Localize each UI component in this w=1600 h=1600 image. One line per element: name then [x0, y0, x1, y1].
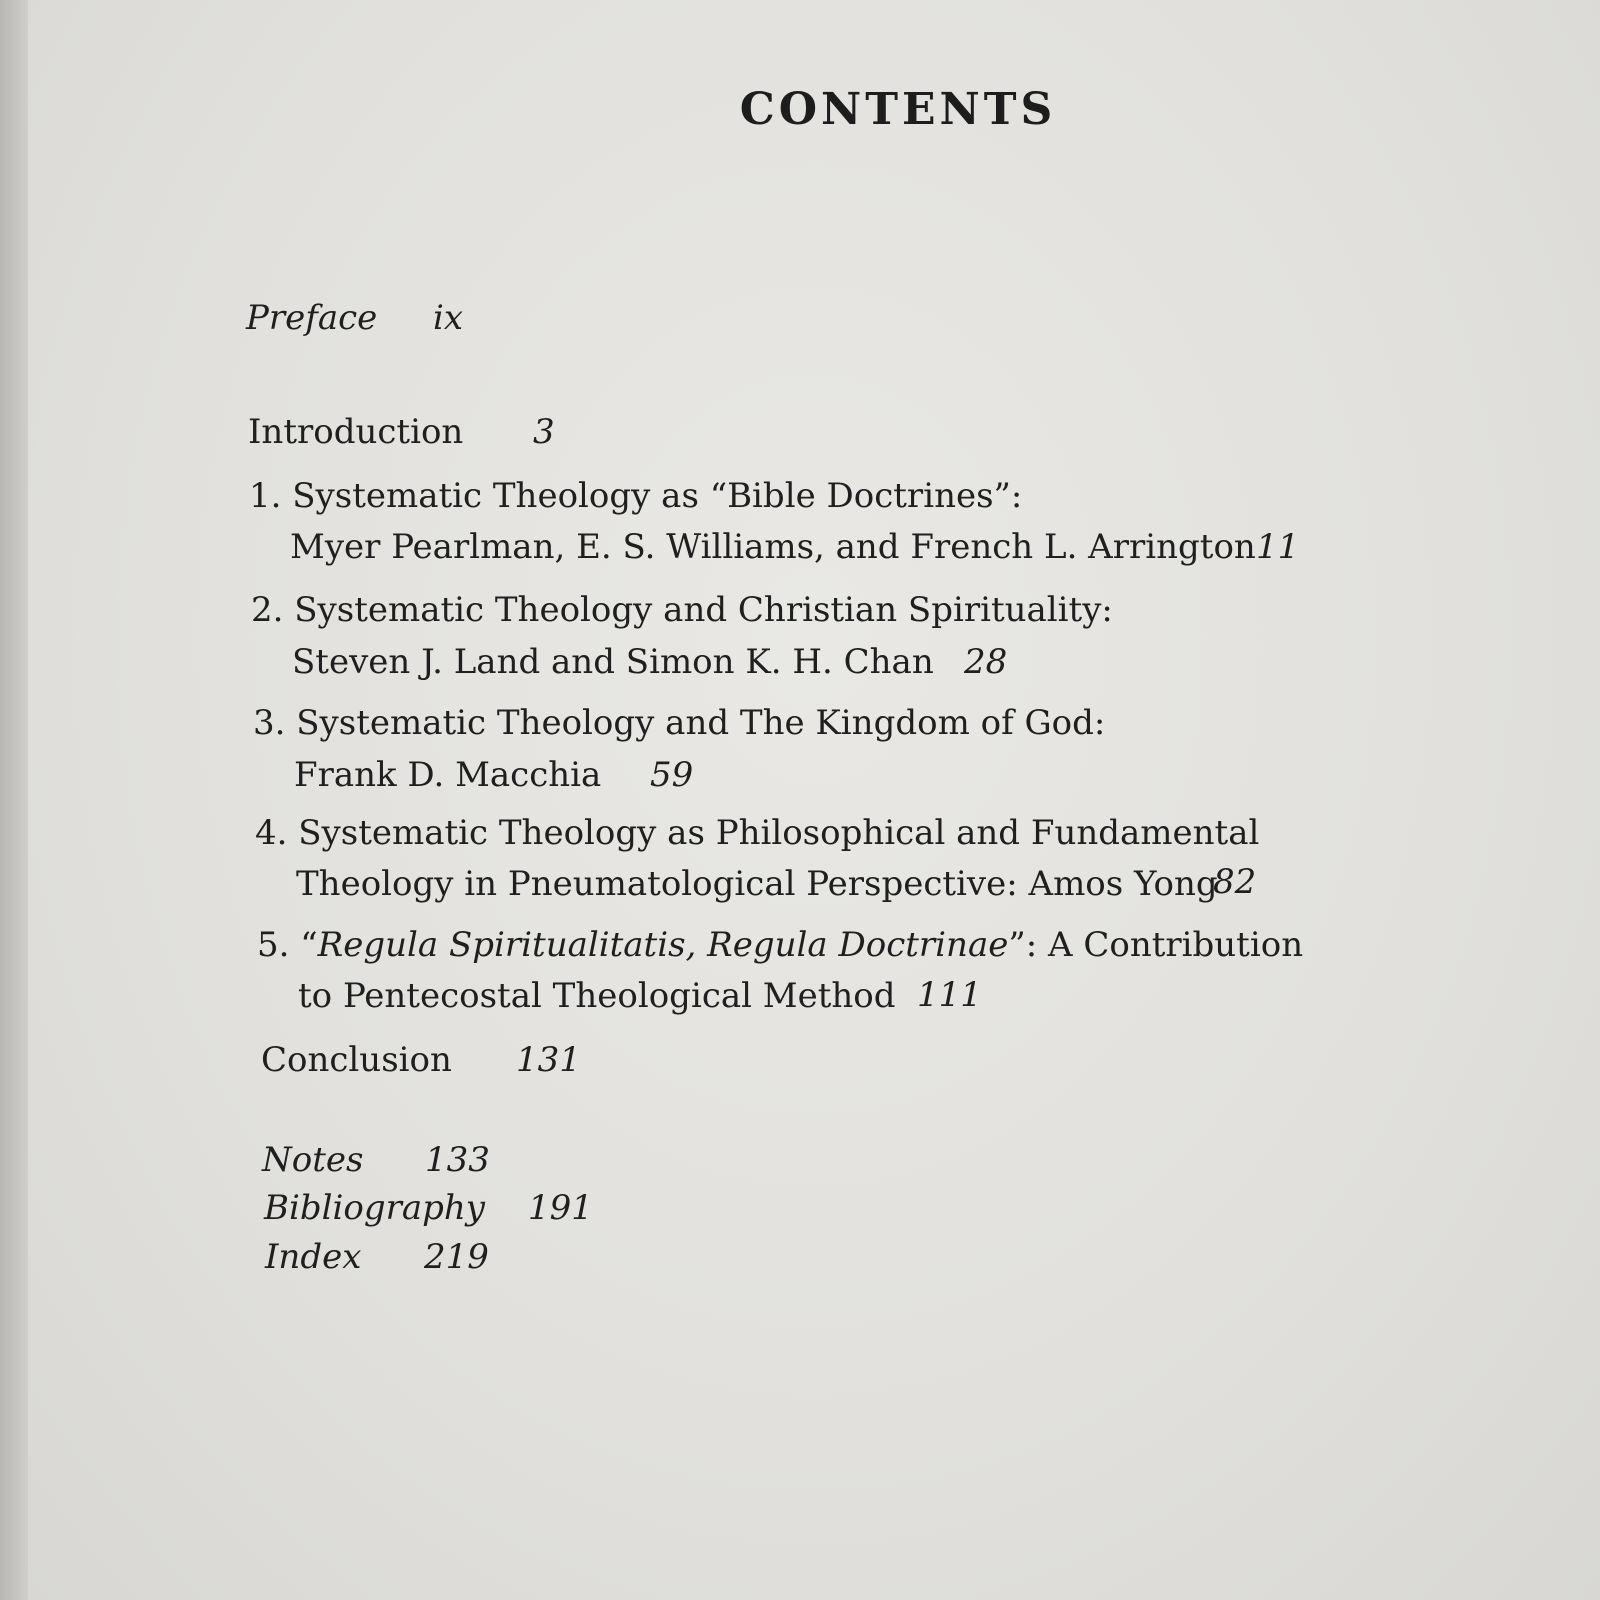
toc-page-number: 133 — [425, 1140, 490, 1180]
toc-page-number: 219 — [424, 1237, 489, 1277]
page-title: CONTENTS — [739, 84, 1057, 135]
toc-chapter-title — [257, 925, 1303, 965]
toc-chapter-subtitle: Frank D. Macchia — [294, 755, 602, 795]
toc-page-number: 59 — [650, 755, 694, 795]
toc-label: Index — [265, 1237, 362, 1277]
toc-page-number: ix — [433, 298, 464, 338]
toc-chapter-title: 4. Systematic Theology as Philosophical and Fundamental — [255, 813, 1260, 853]
toc-chapter-title: 1. Systematic Theology as “Bible Doctrines”: — [249, 476, 1023, 516]
toc-label: Conclusion — [261, 1040, 452, 1080]
book-page — [28, 0, 1600, 1600]
toc-chapter-subtitle: Steven J. Land and Simon K. H. Chan — [292, 642, 934, 682]
toc-chapter-title-suffix: ”: A Contribution — [1008, 925, 1304, 965]
toc-page-number: 191 — [528, 1188, 593, 1228]
toc-chapter-title-italic: Regula Spiritualitatis, Regula Doctrinae — [317, 925, 1009, 965]
toc-chapter-subtitle: Myer Pearlman, E. S. Williams, and French L. Arrington — [290, 527, 1256, 567]
toc-page-number: 3 — [533, 412, 555, 452]
toc-label: Introduction — [248, 412, 464, 452]
toc-chapter-title: 3. Systematic Theology and The Kingdom of God: — [253, 703, 1106, 743]
toc-chapter-subtitle: to Pentecostal Theological Method — [298, 976, 896, 1016]
toc-page-number: 131 — [516, 1040, 581, 1080]
toc-chapter-number: 5. “ — [257, 925, 318, 965]
toc-label: Notes — [262, 1140, 364, 1180]
toc-page-number: 82 — [1213, 862, 1257, 902]
toc-page-number: 111 — [917, 975, 982, 1015]
toc-page-number: 11 — [1256, 527, 1300, 567]
toc-label: Bibliography — [264, 1188, 485, 1228]
toc-page-number: 28 — [964, 642, 1008, 682]
toc-chapter-subtitle: Theology in Pneumatological Perspective: Amos Yong — [296, 864, 1218, 904]
toc-chapter-title: 2. Systematic Theology and Christian Spirituality: — [251, 590, 1113, 630]
toc-label: Preface — [246, 298, 378, 338]
